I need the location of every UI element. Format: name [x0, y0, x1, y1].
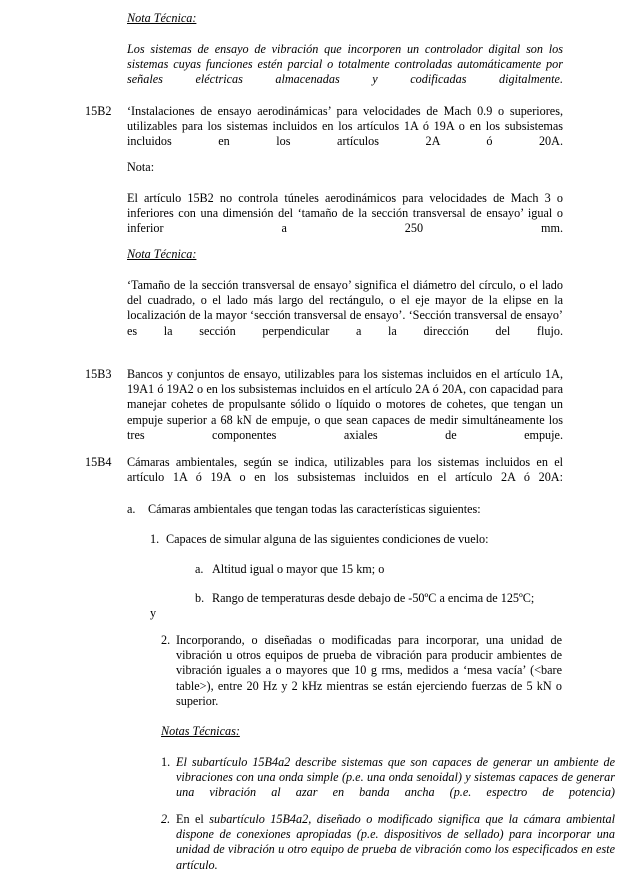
- nota-tecnica-1-label: 1.: [161, 755, 171, 769]
- nota-tecnica-15b2-text: ‘Tamaño de la sección transversal de ensayo’ significa el diámetro del círculo, o el lado del cuadrado, o el lado más largo del rectángulo, o el eje mayor de la elipse en la localización de la mayor ‘sección transversal de ensayo’. ‘Sección transversal de ensayo’ es la sección perpendicular a la dirección del flujo.: [127, 278, 563, 338]
- section-code-15b2: 15B2: [85, 104, 112, 118]
- nota-tecnica-heading: Nota Técnica:: [127, 11, 197, 25]
- nota-label: Nota:: [127, 160, 155, 174]
- section-15b3-text: Bancos y conjuntos de ensayo, utilizables para los sistemas incluidos en el artículo 1A, 19A1 ó 19A2 o en los subsistemas incluidos en el artículo 2A ó 20A, con capacidad para manejar cohetes de propulsante sólido o líquido o motores de cohetes, que tengan un empuje superior a 68 kN de empuje, o que sean capaces de medir simultáneamente los tres componentes axiales de empuje.: [127, 367, 563, 442]
- nota-tecnica-2-ref: subartículo 15B4a2,: [209, 812, 312, 826]
- item-2-text: Incorporando, o diseñadas o modificadas para incorporar, una unidad de vibración u otros equipos de prueba de vibración para producir ambientes de vibración iguales a o mayores que 10 g rms, medidos a ‘mesa vacía’ (<bare table>), entre 20 Hz y 2 kHz mientras se están ejerciendo fuerzas de 5 kN o superior.: [176, 633, 562, 708]
- item-1-label: 1.: [150, 532, 160, 546]
- section-code-15b4: 15B4: [85, 455, 112, 469]
- item-a-label: a.: [127, 502, 136, 516]
- nota-tecnica-2-label: 2.: [161, 812, 171, 826]
- sub-item-a-text: Altitud igual o mayor que 15 km; o: [212, 562, 385, 576]
- item-1-text: Capaces de simular alguna de las siguientes condiciones de vuelo:: [166, 532, 489, 546]
- sub-item-a-label: a.: [195, 562, 204, 576]
- item-a-text: Cámaras ambientales que tengan todas las características siguientes:: [148, 502, 481, 516]
- sub-item-b-text: Rango de temperaturas desde debajo de -50ºC a encima de 125ºC;: [212, 591, 535, 605]
- section-15b4-text: Cámaras ambientales, según se indica, utilizables para los sistemas incluidos en el artículo 1A ó 19A o en los subsistemas incluidos en el artículo 2A ó 20A:: [127, 455, 563, 485]
- nota-tecnica-2-text: [176, 812, 615, 888]
- nota-tecnica-text: Los sistemas de ensayo de vibración que incorporen un controlador digital son los sistemas cuyas funciones estén parcial o totalmente controladas automáticamente por señales eléctricas almacenadas y codificadas digitalmente.: [127, 42, 563, 87]
- nota-tecnica-2-pre: En el: [176, 812, 210, 826]
- section-15b2-text: ‘Instalaciones de ensayo aerodinámicas’ para velocidades de Mach 0.9 o superiores, utilizables para los sistemas incluidos en los artículos 1A ó 19A o en los subsistemas incluidos en los artículos 2A ó 20A.: [127, 104, 563, 149]
- notas-tecnicas-heading: Notas Técnicas:: [161, 724, 240, 738]
- item-2-label: 2.: [161, 633, 171, 647]
- nota-tecnica-15b2-heading: Nota Técnica:: [127, 247, 197, 261]
- section-code-15b3: 15B3: [85, 367, 112, 381]
- nota-tecnica-1-text: El subartículo 15B4a2 describe sistemas que son capaces de generar un ambiente de vibraciones con una onda simple (p.e. una onda senoidal) y sistemas capaces de generar una vibración al azar en banda ancha (p.e. espectro de potencia): [176, 755, 615, 800]
- sub-item-b-label: b.: [195, 591, 205, 605]
- nota-tecnica-2-post: diseñado o modificado significa que la cámara ambiental dispone de conexiones apropiadas (p.e. dispositivos de sellado) para incorporar una unidad de vibración u otro equipo de prueba de vibración como los especificados en este artículo.: [176, 812, 615, 872]
- nota-15b2-text: El artículo 15B2 no controla túneles aerodinámicos para velocidades de Mach 3 o inferiores con una dimensión del ‘tamaño de la sección transversal de ensayo’ igual o inferior a 250 mm.: [127, 191, 563, 236]
- conjunction-y: y: [150, 606, 157, 620]
